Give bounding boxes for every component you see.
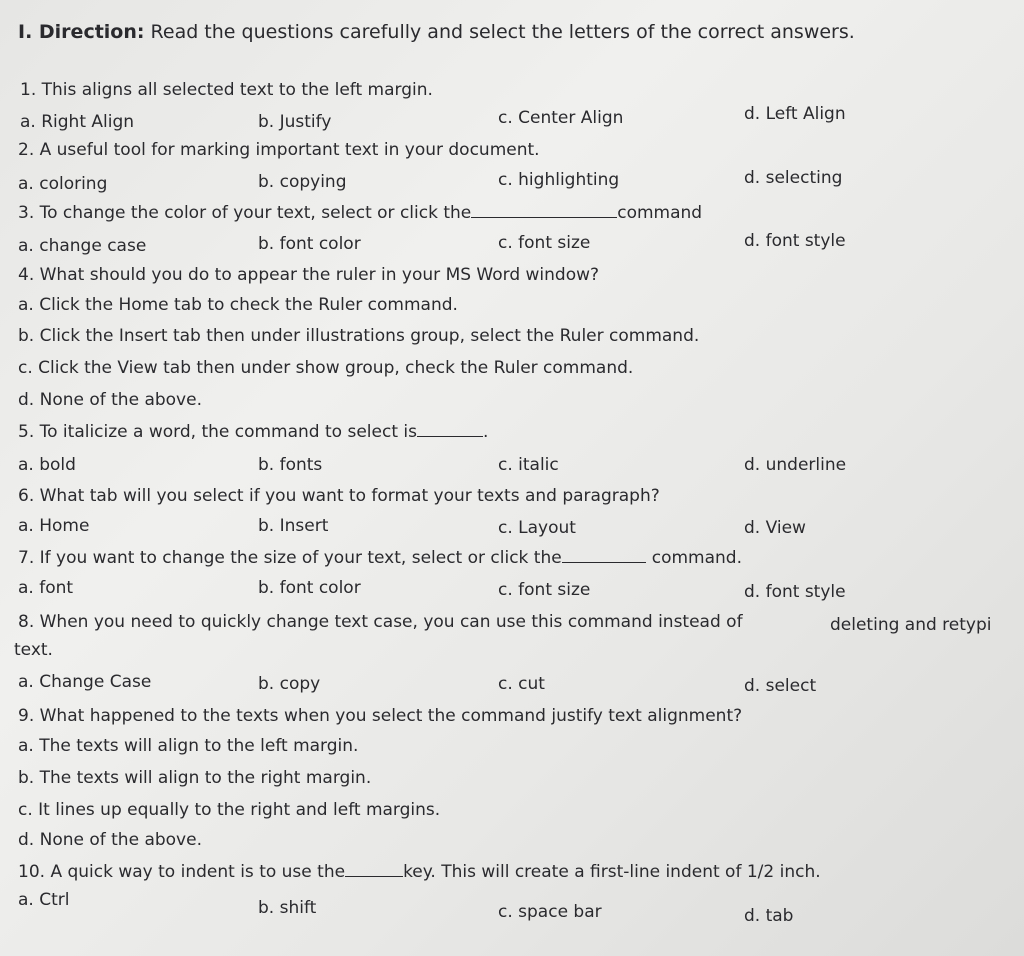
question-7-option-d: d. font style [744, 582, 846, 602]
question-8-stem-continued: deleting and retypi [830, 615, 992, 635]
question-9-stem: 9. What happened to the texts when you select the command justify text alignment? [18, 706, 743, 726]
question-9-option-d: d. None of the above. [18, 830, 202, 850]
question-2-option-a: a. coloring [18, 174, 108, 194]
question-9-option-a: a. The texts will align to the left margin. [18, 736, 359, 756]
question-3-stem [18, 203, 702, 223]
question-3-blank [471, 203, 617, 218]
question-1-stem: 1. This aligns all selected text to the left margin. [20, 80, 433, 100]
question-8-stem: 8. When you need to quickly change text case, you can use this command instead of [18, 612, 743, 632]
question-7-blank [562, 548, 646, 563]
question-7-option-c: c. font size [498, 580, 591, 600]
question-4-stem: 4. What should you do to appear the ruler in your MS Word window? [18, 265, 600, 285]
question-10-stem-start: 10. A quick way to indent is to use the [18, 862, 346, 882]
question-5-blank [417, 422, 483, 437]
question-10-option-c: c. space bar [498, 902, 602, 922]
question-3-stem-start: 3. To change the color of your text, select or click the [18, 203, 472, 223]
question-3-option-d: d. font style [744, 231, 846, 251]
question-3-option-c: c. font size [498, 233, 591, 253]
question-4-option-a: a. Click the Home tab to check the Ruler command. [18, 295, 458, 315]
question-3-option-a: a. change case [18, 236, 147, 256]
question-1-option-a: a. Right Align [20, 112, 135, 132]
question-5-stem [18, 422, 488, 442]
question-2-option-d: d. selecting [744, 168, 843, 188]
question-8-option-d: d. select [744, 676, 817, 696]
question-7-option-b: b. font color [258, 578, 361, 598]
question-6-option-c: c. Layout [498, 518, 576, 538]
direction-text: Read the questions carefully and select the letters of the correct answers. [150, 21, 855, 43]
question-10-option-a: a. Ctrl [18, 890, 70, 910]
question-5-option-a: a. bold [18, 455, 76, 475]
question-4-option-d: d. None of the above. [18, 390, 202, 410]
question-8-stem-tail: text. [14, 640, 53, 660]
question-10-stem [18, 862, 821, 882]
question-1-option-d: d. Left Align [744, 104, 846, 124]
question-1-option-b: b. Justify [258, 112, 332, 132]
direction-label: I. Direction: [18, 21, 145, 43]
question-7-option-a: a. font [18, 578, 74, 598]
question-8-option-c: c. cut [498, 674, 545, 694]
question-7-stem-start: 7. If you want to change the size of your text, select or click the [18, 548, 562, 568]
question-10-stem-end: key. This will create a first-line indent of 1/2 inch. [403, 862, 821, 882]
question-6-option-d: d. View [744, 518, 806, 538]
question-8-option-a: a. Change Case [18, 672, 152, 692]
question-7-stem [18, 548, 742, 568]
question-2-option-b: b. copying [258, 172, 347, 192]
question-6-option-b: b. Insert [258, 516, 329, 536]
question-10-option-b: b. shift [258, 898, 317, 918]
question-5-option-b: b. fonts [258, 455, 323, 475]
question-3-option-b: b. font color [258, 234, 361, 254]
question-6-option-a: a. Home [18, 516, 90, 536]
direction-line [18, 22, 855, 42]
question-10-option-d: d. tab [744, 906, 794, 926]
question-5-option-c: c. italic [498, 455, 559, 475]
question-5-stem-start: 5. To italicize a word, the command to select is [18, 422, 417, 442]
question-6-stem: 6. What tab will you select if you want to format your texts and paragraph? [18, 486, 660, 506]
question-2-option-c: c. highlighting [498, 170, 620, 190]
question-10-blank [345, 862, 403, 877]
question-9-option-c: c. It lines up equally to the right and left margins. [18, 800, 441, 820]
question-9-option-b: b. The texts will align to the right margin. [18, 768, 372, 788]
question-3-stem-end: command [617, 203, 703, 223]
question-5-option-d: d. underline [744, 455, 847, 475]
question-7-stem-end: command. [651, 548, 742, 568]
question-8-option-b: b. copy [258, 674, 321, 694]
question-1-option-c: c. Center Align [498, 108, 624, 128]
question-2-stem: 2. A useful tool for marking important text in your document. [18, 140, 540, 160]
question-4-option-b: b. Click the Insert tab then under illustrations group, select the Ruler command. [18, 326, 700, 346]
question-5-stem-end: . [482, 422, 489, 442]
question-4-option-c: c. Click the View tab then under show group, check the Ruler command. [18, 358, 634, 378]
